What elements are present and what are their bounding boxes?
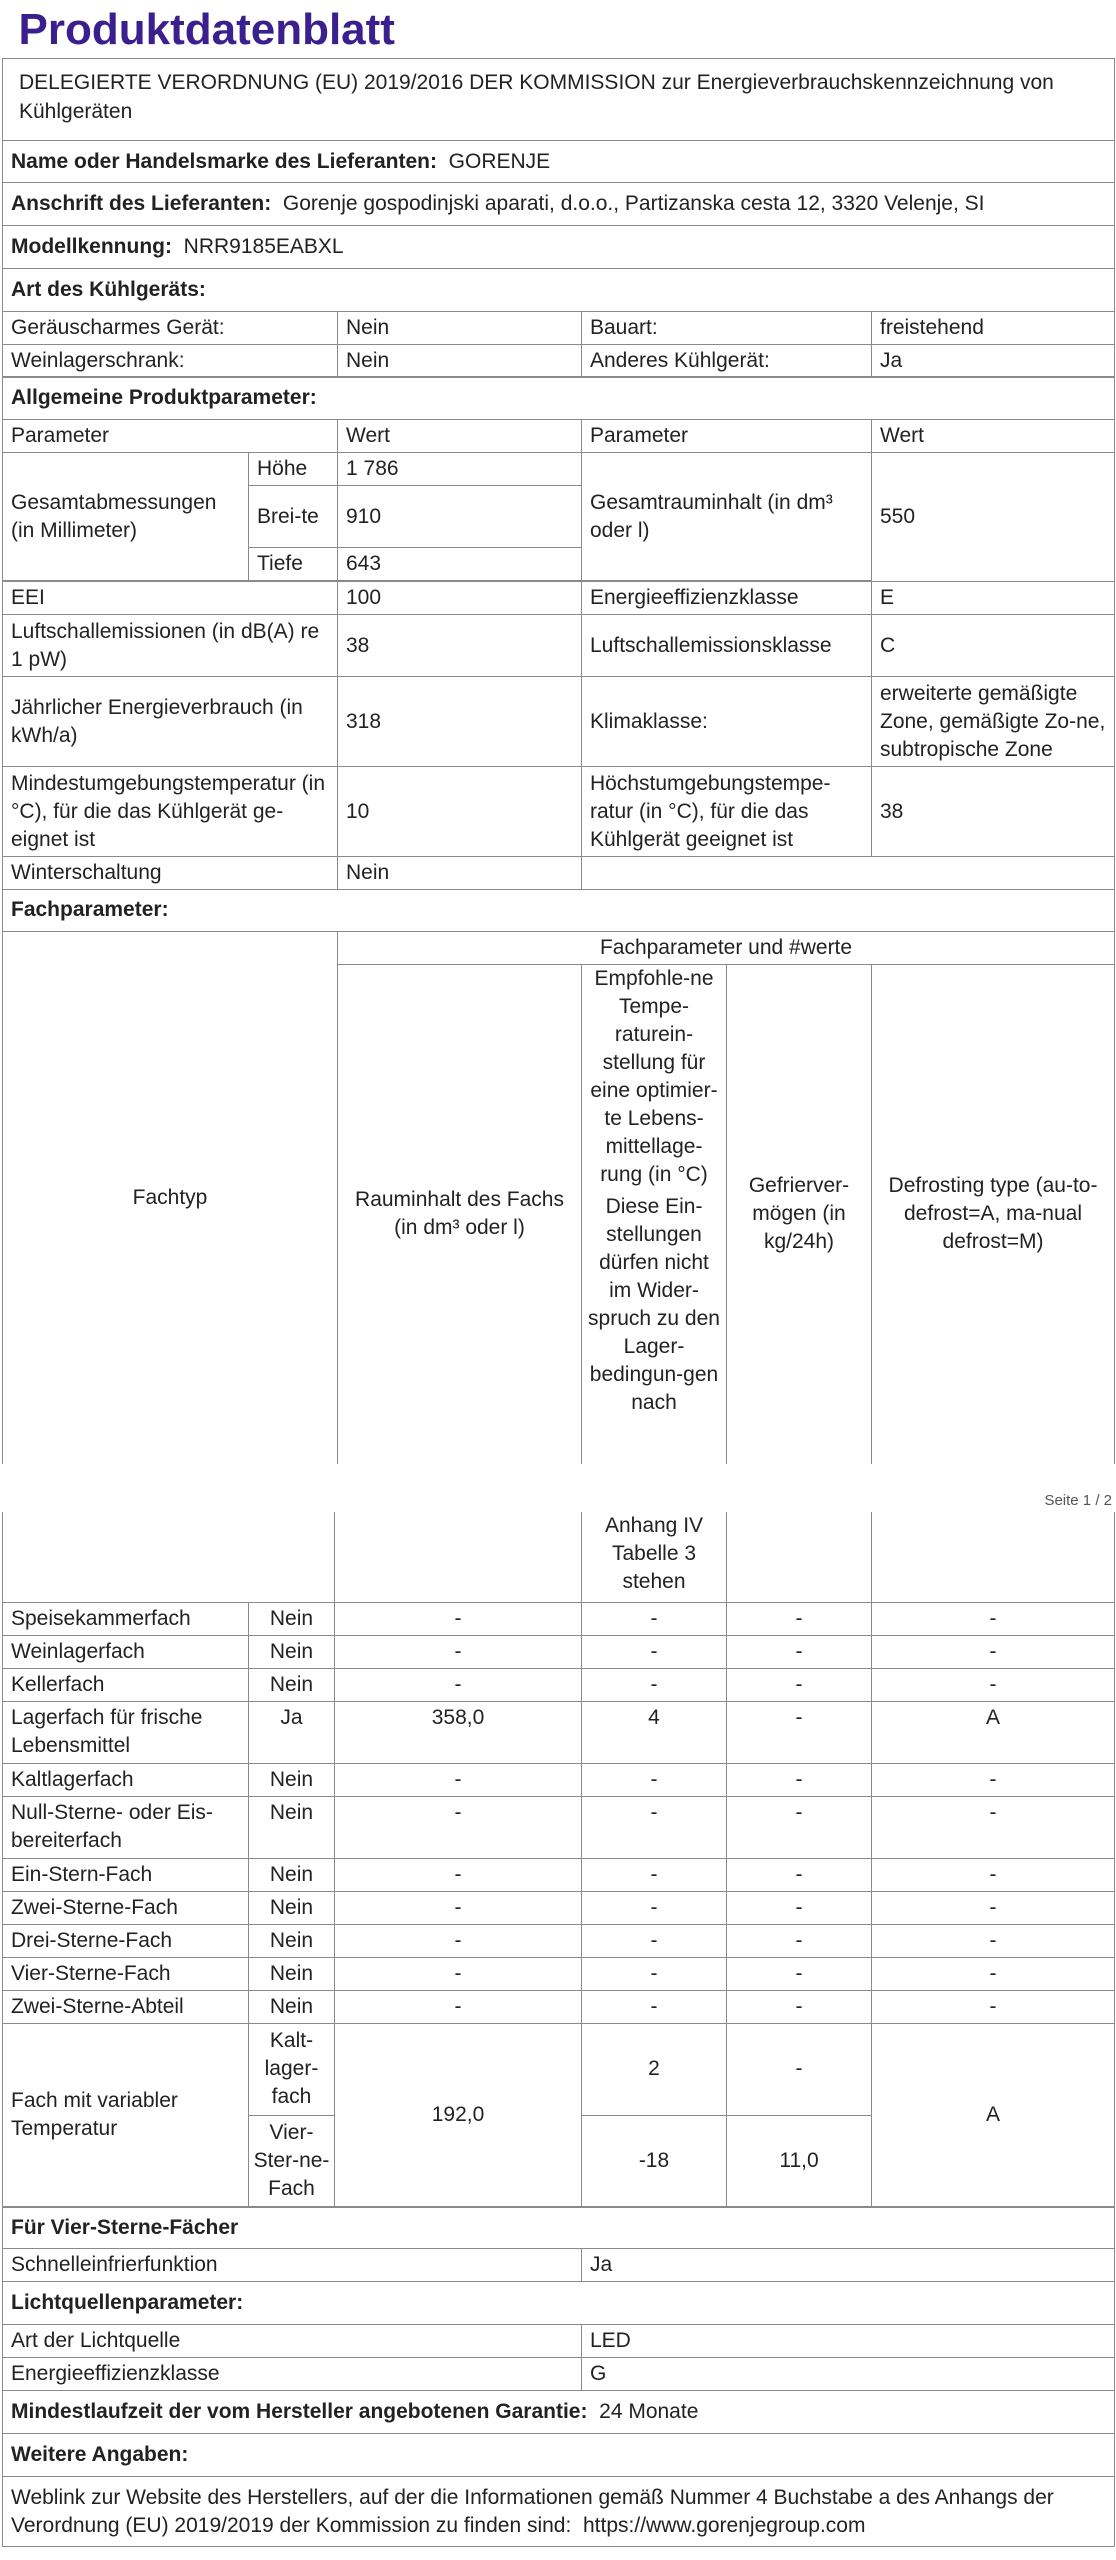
- col-volume-header: Rauminhalt des Fachs (in dm³ oder l): [338, 964, 582, 1464]
- winter-value: Nein: [338, 857, 582, 890]
- four-star-value: Ja: [582, 2249, 1115, 2282]
- compartment-temp: -: [582, 1602, 727, 1635]
- volume-label: Gesamtrauminhalt (in dm³ oder l): [582, 453, 872, 581]
- compartment-present: Nein: [249, 1924, 335, 1957]
- param-value: 100: [338, 582, 582, 615]
- compartment-present: Nein: [249, 1891, 335, 1924]
- compartment-freeze: -: [727, 1763, 872, 1796]
- more-text: Weblink zur Website des Herstellers, auf der die Informationen gemäß Nummer 4 Buchstabe a des Anhangs der Verordnung (EU) 2019/2019 der Kommission zu finden sind:: [11, 2485, 1054, 2537]
- compartment-volume: -: [335, 1858, 582, 1891]
- empty-cell: [335, 1512, 582, 1602]
- param-label: Klimaklasse:: [582, 677, 872, 767]
- address-label: Anschrift des Lieferanten:: [11, 192, 272, 215]
- compartment-defrost: -: [872, 1602, 1115, 1635]
- empty-cell: [872, 1512, 1115, 1602]
- col-defrost-header: Defrosting type (au-to-defrost=A, ma-nual defrost=M): [872, 964, 1115, 1464]
- warranty-label: Mindestlaufzeit der vom Hersteller angebotenen Garantie:: [11, 2400, 588, 2423]
- compartment-present: Ja: [249, 1701, 335, 1763]
- param-value: 38: [338, 615, 582, 677]
- type-cell: freistehend: [872, 311, 1115, 344]
- four-star-label: Schnelleinfrierfunktion: [3, 2249, 582, 2282]
- compartment-name: Weinlagerfach: [3, 1635, 249, 1668]
- variable-freeze: -: [727, 2023, 872, 2115]
- address-row: [3, 183, 1115, 226]
- compartment-defrost: -: [872, 1957, 1115, 1990]
- type-cell: Nein: [338, 311, 582, 344]
- type-cell: Bauart:: [582, 311, 872, 344]
- col-temp-header: [582, 964, 727, 1464]
- dim-value: 910: [338, 486, 582, 548]
- more-heading: Weitere Angaben:: [3, 2434, 1115, 2477]
- dim-label: Brei-te: [249, 486, 338, 548]
- compartment-defrost: -: [872, 1668, 1115, 1701]
- compartment-name: Lagerfach für frische Lebensmittel: [3, 1701, 249, 1763]
- compartment-name: Speisekammerfach: [3, 1602, 249, 1635]
- page-2: [0, 1512, 1116, 2560]
- compartment-volume: -: [335, 1957, 582, 1990]
- param-value: 318: [338, 677, 582, 767]
- compartment-freeze: -: [727, 1796, 872, 1858]
- compartment-table: [2, 1512, 1115, 2208]
- variable-defrost: A: [872, 2023, 1115, 2207]
- header-table: [2, 0, 1115, 312]
- dim-label: Tiefe: [249, 548, 338, 581]
- compartment-present: Nein: [249, 1668, 335, 1701]
- param-value: 38: [872, 767, 1115, 857]
- compartment-volume: -: [335, 1796, 582, 1858]
- compartment-name: Ein-Stern-Fach: [3, 1858, 249, 1891]
- compartment-defrost: -: [872, 1990, 1115, 2023]
- compartment-temp: -: [582, 1796, 727, 1858]
- fachtyp-label: Fachtyp: [3, 931, 338, 1464]
- general-table: [2, 376, 1115, 890]
- group-label: Fachparameter und #werte: [338, 931, 1115, 964]
- compartment-freeze: -: [727, 1668, 872, 1701]
- compartment-volume: -: [335, 1602, 582, 1635]
- model-row: [3, 226, 1115, 269]
- compartment-temp: -: [582, 1858, 727, 1891]
- dimensions-label: Gesamtabmessungen (in Millimeter): [3, 453, 249, 581]
- compartment-header-table: [2, 889, 1115, 1465]
- volume-value: 550: [872, 453, 1115, 582]
- type-cell: Anderes Kühlgerät:: [582, 344, 872, 377]
- compartment-name: Vier-Sterne-Fach: [3, 1957, 249, 1990]
- variable-freeze: 11,0: [727, 2115, 872, 2207]
- col-header: Wert: [338, 420, 582, 453]
- param-value: E: [872, 582, 1115, 615]
- compartment-present: Nein: [249, 1796, 335, 1858]
- compartment-heading: Fachparameter:: [3, 889, 1115, 931]
- compartment-freeze: -: [727, 1990, 872, 2023]
- col-freeze-header: Gefrierver-mögen (in kg/24h): [727, 964, 872, 1464]
- compartment-name: Zwei-Sterne-Fach: [3, 1891, 249, 1924]
- col-header: Parameter: [582, 420, 872, 453]
- compartment-temp: -: [582, 1763, 727, 1796]
- compartment-temp: -: [582, 1990, 727, 2023]
- compartment-volume: 358,0: [335, 1701, 582, 1763]
- compartment-freeze: -: [727, 1602, 872, 1635]
- col-temp-part1: Empfohle-ne Tempe-raturein-stellung für eine optimier-te Lebens-mittellage-rung (in °C): [590, 966, 718, 1186]
- compartment-temp: 4: [582, 1701, 727, 1763]
- compartment-defrost: A: [872, 1701, 1115, 1763]
- col-header: Parameter: [3, 420, 338, 453]
- light-value: G: [582, 2358, 1115, 2391]
- light-label: Energieeffizienzklasse: [3, 2358, 582, 2391]
- param-label: Luftschallemissionsklasse: [582, 615, 872, 677]
- compartment-present: Nein: [249, 1858, 335, 1891]
- variable-sub-label: Kalt-lager-fach: [249, 2023, 335, 2115]
- type-cell: Ja: [872, 344, 1115, 377]
- compartment-defrost: -: [872, 1763, 1115, 1796]
- type-cell: Geräuscharmes Gerät:: [3, 311, 338, 344]
- col-header: Wert: [872, 420, 1115, 453]
- param-label: Jährlicher Energieverbrauch (in kWh/a): [3, 677, 338, 767]
- compartment-name: Kaltlagerfach: [3, 1763, 249, 1796]
- compartment-name: Drei-Sterne-Fach: [3, 1924, 249, 1957]
- compartment-volume: -: [335, 1635, 582, 1668]
- compartment-defrost: -: [872, 1635, 1115, 1668]
- col-temp-part2b: Anhang IV Tabelle 3 stehen: [582, 1512, 727, 1602]
- light-heading: Lichtquellenparameter:: [3, 2282, 1115, 2325]
- winter-label: Winterschaltung: [3, 857, 338, 890]
- light-value: LED: [582, 2325, 1115, 2358]
- empty-cell: [582, 857, 1115, 890]
- compartment-freeze: -: [727, 1957, 872, 1990]
- supplier-value: GORENJE: [448, 149, 551, 173]
- compartment-temp: -: [582, 1924, 727, 1957]
- param-label: Energieeffizienzklasse: [582, 582, 872, 615]
- compartment-freeze: -: [727, 1924, 872, 1957]
- type-table: [2, 311, 1115, 378]
- footer-table: [2, 2206, 1115, 2547]
- compartment-volume: -: [335, 1668, 582, 1701]
- supplier-row: [3, 141, 1115, 183]
- dim-value: 643: [338, 548, 582, 581]
- param-value: 10: [338, 767, 582, 857]
- more-row: [3, 2477, 1115, 2547]
- compartment-defrost: -: [872, 1891, 1115, 1924]
- model-value: NRR9185EABXL: [183, 235, 344, 258]
- compartment-defrost: -: [872, 1796, 1115, 1858]
- supplier-label: Name oder Handelsmarke des Lieferanten:: [11, 149, 437, 173]
- type-cell: Weinlagerschrank:: [3, 344, 338, 377]
- regulation-text: DELEGIERTE VERORDNUNG (EU) 2019/2016 DER KOMMISSION zur Energieverbrauchskennzeichnung von Kühlgeräten: [3, 59, 1115, 141]
- param-value: erweiterte gemäßigte Zone, gemäßigte Zo-ne, subtropische Zone: [872, 677, 1115, 767]
- compartment-present: Nein: [249, 1602, 335, 1635]
- compartment-temp: -: [582, 1668, 727, 1701]
- compartment-present: Nein: [249, 1635, 335, 1668]
- compartment-present: Nein: [249, 1990, 335, 2023]
- variable-volume: 192,0: [335, 2023, 582, 2207]
- empty-cell: [727, 1512, 872, 1602]
- param-value: C: [872, 615, 1115, 677]
- light-label: Art der Lichtquelle: [3, 2325, 582, 2358]
- variable-label: Fach mit variabler Temperatur: [3, 2023, 249, 2207]
- compartment-present: Nein: [249, 1957, 335, 1990]
- compartment-temp: -: [582, 1635, 727, 1668]
- compartment-defrost: -: [872, 1858, 1115, 1891]
- variable-sub-label: Vier-Ster-ne-Fach: [249, 2115, 335, 2207]
- dim-value: 1 786: [338, 453, 582, 486]
- dim-label: Höhe: [249, 453, 338, 486]
- variable-temp: -18: [582, 2115, 727, 2207]
- col-temp-part2a: Diese Ein-stellungen dürfen nicht im Wider-spruch zu den Lager-bedingun-gen nach: [588, 1194, 720, 1414]
- warranty-value: 24 Monate: [599, 2400, 699, 2423]
- manufacturer-link[interactable]: https://www.gorenjegroup.com: [583, 2513, 866, 2537]
- compartment-name: Zwei-Sterne-Abteil: [3, 1990, 249, 2023]
- param-label: Höchstumgebungstempe-ratur (in °C), für die das Kühlgerät geeignet ist: [582, 767, 872, 857]
- type-heading: Art des Kühlgeräts:: [3, 269, 1115, 312]
- compartment-name: Null-Sterne- oder Eis-bereiterfach: [3, 1796, 249, 1858]
- compartment-freeze: -: [727, 1858, 872, 1891]
- param-label: Mindestumgebungstemperatur (in °C), für die das Kühlgerät ge-eignet ist: [3, 767, 338, 857]
- compartment-freeze: -: [727, 1891, 872, 1924]
- compartment-present: Nein: [249, 1763, 335, 1796]
- empty-cell: [3, 1512, 335, 1602]
- compartment-name: Kellerfach: [3, 1668, 249, 1701]
- param-label: EEI: [3, 582, 338, 615]
- compartment-defrost: -: [872, 1924, 1115, 1957]
- compartment-freeze: -: [727, 1635, 872, 1668]
- compartment-volume: -: [335, 1763, 582, 1796]
- compartment-volume: -: [335, 1990, 582, 2023]
- address-value: Gorenje gospodinjski aparati, d.o.o., Partizanska cesta 12, 3320 Velenje, SI: [282, 192, 985, 215]
- type-cell: Nein: [338, 344, 582, 377]
- compartment-temp: -: [582, 1891, 727, 1924]
- param-label: Luftschallemissionen (in dB(A) re 1 pW): [3, 615, 338, 677]
- compartment-temp: -: [582, 1957, 727, 1990]
- model-label: Modellkennung:: [11, 235, 172, 258]
- compartment-freeze: -: [727, 1701, 872, 1763]
- compartment-volume: -: [335, 1924, 582, 1957]
- variable-temp: 2: [582, 2023, 727, 2115]
- general-heading: Allgemeine Produktparameter:: [3, 377, 1115, 420]
- page-number: Seite 1 / 2: [1044, 1492, 1112, 1509]
- warranty-row: [3, 2391, 1115, 2434]
- document-title: Produktdatenblatt: [18, 5, 395, 54]
- compartment-volume: -: [335, 1891, 582, 1924]
- four-star-heading: Für Vier-Sterne-Fächer: [3, 2207, 1115, 2249]
